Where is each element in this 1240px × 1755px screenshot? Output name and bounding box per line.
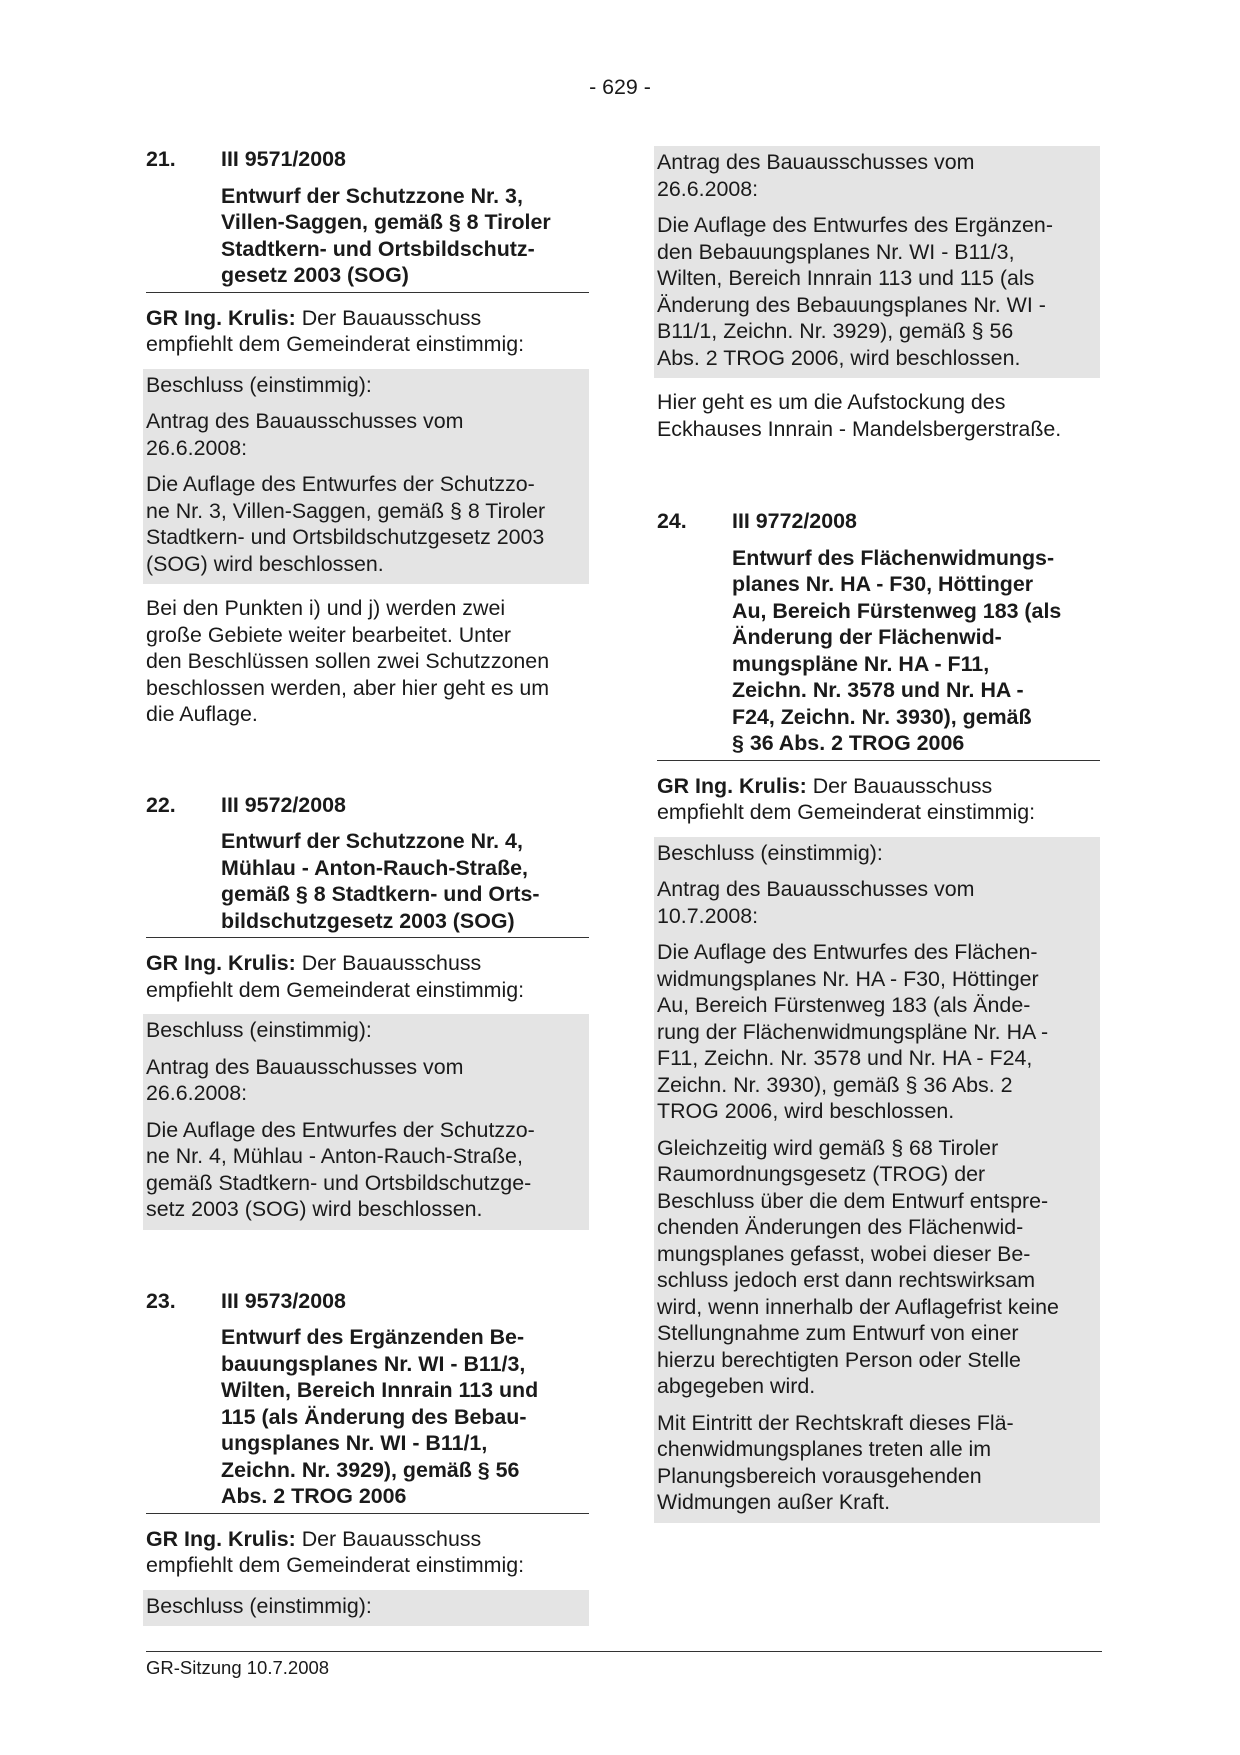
speaker-name: GR Ing. Krulis: bbox=[146, 1526, 296, 1551]
left-column bbox=[146, 146, 589, 1626]
item-heading bbox=[657, 508, 1100, 535]
title-line: ungsplanes Nr. WI - B11/1, bbox=[221, 1431, 488, 1455]
agenda-item-23 bbox=[146, 1288, 589, 1627]
title-line: gemäß § 8 Stadtkern- und Orts- bbox=[221, 882, 540, 906]
antrag: Antrag des Bauausschusses vom 26.6.2008: bbox=[657, 150, 975, 201]
title-line: Stadtkern- und Ortsbildschutz- bbox=[221, 236, 535, 261]
decision-text: Die Auflage des Entwurfes der Schutzzo- ne Nr. 3, Villen-Saggen, gemäß § 8 Tiroler Stadtkern- und Ortsbildschutzgesetz 2003 (SOG) wird beschlossen. bbox=[146, 472, 546, 576]
title-line: mungspläne Nr. HA - F11, bbox=[732, 651, 990, 676]
item-number: 24. bbox=[657, 509, 687, 533]
title-line: gesetz 2003 (SOG) bbox=[221, 263, 409, 287]
beschluss-label: Beschluss (einstimmig): bbox=[146, 1018, 372, 1042]
speaker-text: empfiehlt dem Gemeinderat einstimmig: bbox=[146, 977, 525, 1002]
speaker-name: GR Ing. Krulis: bbox=[146, 951, 296, 975]
title-line: Entwurf der Schutzzone Nr. 4, bbox=[221, 829, 523, 853]
item-reference: III 9571/2008 bbox=[221, 147, 346, 171]
decision-box bbox=[654, 837, 1100, 1523]
item-title bbox=[221, 828, 589, 937]
speaker-text: Der Bauausschuss bbox=[812, 773, 993, 798]
title-line: Au, Bereich Fürstenweg 183 (als bbox=[732, 598, 1062, 623]
title-line: Zeichn. Nr. 3929), gemäß § 56 bbox=[221, 1457, 520, 1482]
title-line: Abs. 2 TROG 2006 bbox=[221, 1484, 407, 1508]
divider bbox=[657, 760, 1100, 761]
title-line: Entwurf der Schutzzone Nr. 3, bbox=[221, 183, 523, 208]
speaker-text: empfiehlt dem Gemeinderat einstimmig: bbox=[657, 800, 1036, 824]
speaker-statement bbox=[146, 950, 589, 1003]
title-line: F24, Zeichn. Nr. 3930), gemäß bbox=[732, 704, 1032, 729]
beschluss-label: Beschluss (einstimmig): bbox=[657, 840, 883, 865]
note: Hier geht es um die Aufstockung des Eckhauses Innrain - Mandelsbergerstraße. bbox=[657, 390, 1062, 441]
title-line: Wilten, Bereich Innrain 113 und bbox=[221, 1378, 539, 1402]
beschluss-label: Beschluss (einstimmig): bbox=[146, 1593, 372, 1618]
divider bbox=[146, 1513, 589, 1514]
item-reference: III 9573/2008 bbox=[221, 1288, 346, 1313]
speaker-statement bbox=[146, 305, 589, 358]
title-line: 115 (als Änderung des Bebau- bbox=[221, 1404, 527, 1429]
decision-box bbox=[143, 369, 589, 585]
divider bbox=[146, 937, 589, 938]
title-line: Zeichn. Nr. 3578 und Nr. HA - bbox=[732, 678, 1024, 702]
item-number: 22. bbox=[146, 792, 176, 817]
decision-text-2: Gleichzeitig wird gemäß § 68 Tiroler Raumordnungsgesetz (TROG) der Beschluss über die dem Entwurf entspre- chenden Änderungen des Flächenwid- mungsplanes gefasst, wobei dieser Be- schluss jedoch erst dann rechtswirksam wird, wenn innerhalb der Auflagefrist keine Stellungnahme zum Entwurf von einer hierzu berechtigten Person oder Stelle abgegeben wird. bbox=[657, 1135, 1059, 1398]
speaker-name: GR Ing. Krulis: bbox=[146, 305, 296, 330]
title-line: bildschutzgesetz 2003 (SOG) bbox=[221, 908, 515, 933]
decision-text: Die Auflage des Entwurfes des Ergänzen- den Bebauungsplanes Nr. WI - B11/3, Wilten, Bereich Innrain 113 und 115 (als Änderung des Bebauungsplanes Nr. WI - B11/1, Zeichn. Nr. 3929), gemäß § 56 Abs. 2 TROG 2006, wird beschlossen. bbox=[657, 213, 1053, 370]
footer: GR-Sitzung 10.7.2008 bbox=[146, 1657, 330, 1678]
footer-divider bbox=[146, 1651, 1102, 1652]
speaker-text: Der Bauausschuss bbox=[301, 951, 482, 975]
speaker-name: GR Ing. Krulis: bbox=[657, 773, 807, 798]
item-heading bbox=[146, 792, 589, 819]
item-title bbox=[221, 1324, 589, 1513]
item-reference: III 9772/2008 bbox=[732, 509, 857, 533]
item-number: 23. bbox=[146, 1288, 176, 1313]
speaker-text: Der Bauausschuss bbox=[301, 1526, 482, 1551]
title-line: Mühlau - Anton-Rauch-Straße, bbox=[221, 855, 528, 880]
beschluss-label: Beschluss (einstimmig): bbox=[146, 372, 372, 397]
title-line: § 36 Abs. 2 TROG 2006 bbox=[732, 731, 965, 755]
decision-text-3: Mit Eintritt der Rechtskraft dieses Flä- chenwidmungsplanes treten alle im Planungsbereich vorausgehenden Widmungen außer Kraft. bbox=[657, 1410, 1014, 1514]
antrag: Antrag des Bauausschusses vom 26.6.2008: bbox=[146, 409, 464, 460]
decision-text: Die Auflage des Entwurfes des Flächen- widmungsplanes Nr. HA - F30, Höttinger Au, Bereich Fürstenweg 183 (als Ände- rung der Flächenwidmungspläne Nr. HA - F11, Zeichn. Nr. 3578 und Nr. HA - F24, Zeichn. Nr. 3930), gemäß § 36 Abs. 2 TROG 2006, wird beschlossen. bbox=[657, 940, 1049, 1123]
page-number: - 629 - bbox=[589, 75, 651, 99]
antrag: Antrag des Bauausschusses vom 10.7.2008: bbox=[657, 877, 975, 928]
decision-box bbox=[143, 1014, 589, 1230]
speaker-text: Der Bauausschuss bbox=[301, 305, 482, 330]
decision-text: Die Auflage des Entwurfes der Schutzzo- ne Nr. 4, Mühlau - Anton-Rauch-Straße, gemäß Stadtkern- und Ortsbildschutzge- setz 2003 (SOG) wird beschlossen. bbox=[146, 1117, 535, 1221]
agenda-item-21 bbox=[146, 146, 589, 728]
title-line: bauungsplanes Nr. WI - B11/3, bbox=[221, 1351, 526, 1376]
item-reference: III 9572/2008 bbox=[221, 792, 346, 817]
agenda-item-22 bbox=[146, 792, 589, 1230]
decision-box bbox=[143, 1590, 589, 1627]
title-line: planes Nr. HA - F30, Höttinger bbox=[732, 572, 1034, 596]
item-number: 21. bbox=[146, 147, 176, 171]
note: Bei den Punkten i) und j) werden zwei große Gebiete weiter bearbeitet. Unter den Beschlüssen sollen zwei Schutzzonen beschlossen werden, aber hier geht es um die Auflage. bbox=[146, 596, 550, 726]
decision-box-continued bbox=[654, 146, 1100, 378]
speaker-text: empfiehlt dem Gemeinderat einstimmig: bbox=[146, 1553, 525, 1577]
speaker-statement bbox=[657, 773, 1100, 826]
speaker-statement bbox=[146, 1526, 589, 1579]
item-heading bbox=[146, 1288, 589, 1315]
item-heading bbox=[146, 146, 589, 173]
title-line: Villen-Saggen, gemäß § 8 Tiroler bbox=[221, 210, 551, 234]
title-line: Entwurf des Ergänzenden Be- bbox=[221, 1325, 525, 1349]
item-title bbox=[732, 545, 1100, 760]
item-title bbox=[221, 183, 589, 292]
right-column bbox=[657, 146, 1100, 1523]
speaker-text: empfiehlt dem Gemeinderat einstimmig: bbox=[146, 332, 525, 356]
title-line: Entwurf des Flächenwidmungs- bbox=[732, 545, 1055, 570]
agenda-item-24 bbox=[657, 508, 1100, 1523]
antrag: Antrag des Bauausschusses vom 26.6.2008: bbox=[146, 1054, 464, 1105]
title-line: Änderung der Flächenwid- bbox=[732, 625, 1002, 649]
divider bbox=[146, 292, 589, 293]
